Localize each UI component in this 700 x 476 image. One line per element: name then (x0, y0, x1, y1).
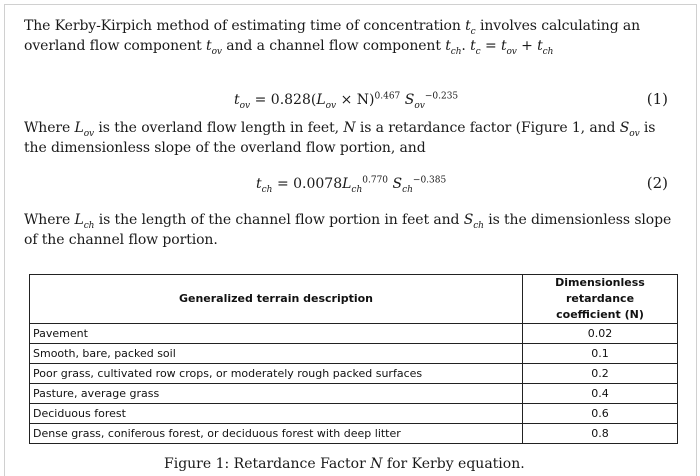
equation-1-number: (1) (646, 90, 668, 108)
where-paragraph-2: Where $L_{ch}$ is the length of the channel flow portion in feet and $S_{ch}$ is the dimensionless slope of the channel flow portion. (24, 212, 672, 248)
terrain-cell: Pavement (30, 324, 523, 344)
coefficient-cell: 0.4 (523, 384, 678, 404)
retardance-table (29, 274, 678, 444)
table-header-row (30, 275, 678, 324)
equation-2-number: (2) (646, 174, 668, 192)
coefficient-cell: 0.2 (523, 364, 678, 384)
intro-paragraph: The Kerby-Kirpich method of estimating time of concentration $t_c$ involves calculating an overland flow component $t_{ov}$ and a channel flow component $t_{ch}$. $t_c = t_{ov} + t_{ch}$ (24, 18, 641, 57)
terrain-cell: Pasture, average grass (30, 384, 523, 404)
coefficient-cell: 0.02 (523, 324, 678, 344)
header-terrain-description: Generalized terrain description (30, 275, 523, 324)
table-row (30, 344, 678, 364)
coefficient-cell: 0.8 (523, 424, 678, 444)
terrain-cell: Dense grass, coniferous forest, or deciduous forest with deep litter (30, 424, 523, 444)
coefficient-cell: 0.1 (523, 344, 678, 364)
where-paragraph-1: Where $L_{ov}$ is the overland flow length in feet, N is a retardance factor (Figure 1, and $S_{ov}$ is the dimensionless slope of the overland flow portion, and (24, 120, 656, 156)
terrain-cell: Deciduous forest (30, 404, 523, 424)
table-row (30, 324, 678, 344)
header-retardance-coefficient: Dimensionless retardance coefficient (N) (523, 275, 678, 324)
equation-1: $t_{ov} = 0.828(L_{ov} \times N)^{0.467}$ $S_{ov}^{-0.235}$ (234, 91, 459, 111)
terrain-cell: Smooth, bare, packed soil (30, 344, 523, 364)
figure-caption: Figure 1: Retardance Factor N for Kerby equation. (164, 456, 525, 472)
table-row (30, 424, 678, 444)
coefficient-cell: 0.6 (523, 404, 678, 424)
terrain-cell: Poor grass, cultivated row crops, or moderately rough packed surfaces (30, 364, 523, 384)
table-row (30, 404, 678, 424)
equation-2: $t_{ch} = 0.0078L_{ch}^{0.770}$ $S_{ch}^{-0.385}$ (256, 175, 447, 195)
table-row (30, 384, 678, 404)
table-row (30, 364, 678, 384)
